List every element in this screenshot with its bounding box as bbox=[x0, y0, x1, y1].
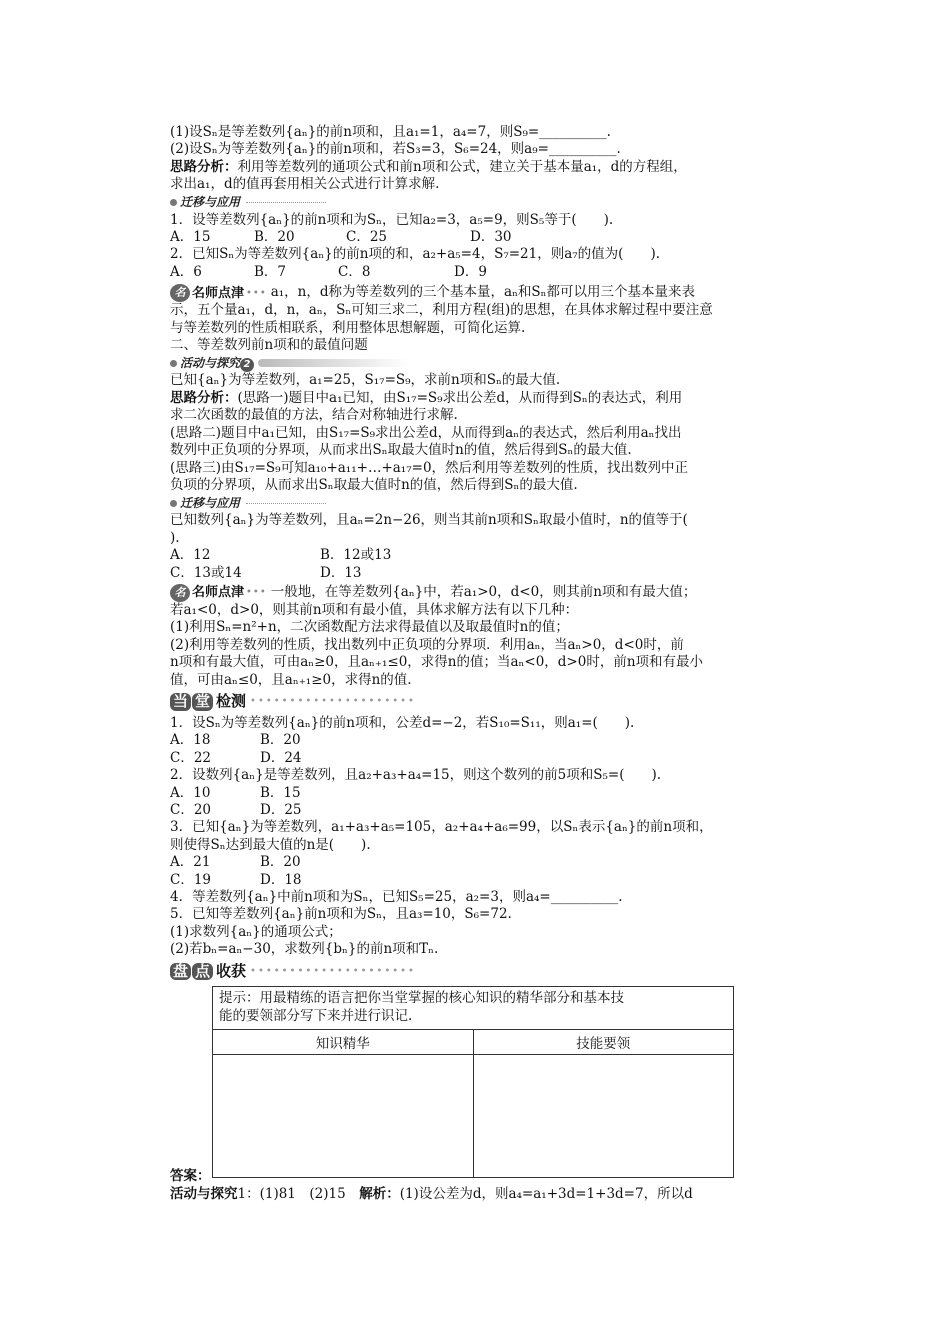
harvest-tip-cell bbox=[213, 987, 734, 1030]
option: A．18 bbox=[170, 732, 211, 749]
header-rule bbox=[258, 359, 408, 367]
check-q2-options-1 bbox=[170, 785, 820, 802]
example2-analysis-l2: 求二次函数的最值的方法，结合对称轴进行求解. bbox=[170, 407, 458, 424]
teacher-note-2-l3: (1)利用Sₙ=n²+n，二次函数配方法求得最值以及取最值时n的值； bbox=[170, 619, 569, 636]
dots-decoration: ••••••••••••••••••••• bbox=[250, 965, 416, 977]
example2-analysis-l4: 数列中正负项的分界项，从而求出Sₙ取最大值时n的值，然后得到Sₙ的最大值. bbox=[170, 442, 632, 459]
apply-header-text: 迁移与应用 bbox=[180, 194, 241, 209]
teacher-note-text: 一般地，在等差数列{aₙ}中，若a₁>0，d<0，则其前n项和有最大值； bbox=[270, 583, 697, 600]
teacher-badge bbox=[170, 284, 267, 302]
check-q5-2: (2)若bₙ=aₙ−30，求数列{bₙ}的前n项和Tₙ. bbox=[170, 941, 439, 958]
harvest-header bbox=[170, 961, 820, 983]
solution-label: 解析： bbox=[359, 1186, 400, 1202]
harvest-header-char: 点 bbox=[192, 963, 213, 980]
check-q3-cont: 则使得Sₙ达到最大值的n是( ). bbox=[170, 836, 371, 853]
option: D．24 bbox=[260, 749, 302, 766]
page-content bbox=[170, 124, 820, 985]
option: A．10 bbox=[170, 784, 211, 801]
teacher-note-1 bbox=[170, 284, 820, 302]
analysis-label: 思路分析： bbox=[170, 158, 238, 175]
apply1-q2-options bbox=[170, 264, 820, 281]
apply1-q1: 1．设等差数列{aₙ}的前n项和为Sₙ，已知a₂=3，a₅=9，则S₅等于( ). bbox=[170, 211, 614, 228]
teacher-note-text: a₁，n，d称为等差数列的三个基本量，aₙ和Sₙ都可以用三个基本量来表 bbox=[270, 284, 695, 301]
check-q3-options-2 bbox=[170, 872, 820, 889]
solution-text: (1)设公差为d，则a₄=a₁+3d=1+3d=7，所以d bbox=[399, 1186, 693, 1202]
teacher-badge bbox=[170, 584, 267, 602]
example2-question: 已知{aₙ}为等差数列，a₁=25，S₁₇=S₉，求前n项和Sₙ的最大值. bbox=[170, 372, 561, 389]
apply2-options-1 bbox=[170, 547, 820, 564]
option: B．20 bbox=[260, 854, 301, 871]
check-q1: 1．设Sₙ为等差数列{aₙ}的前n项和，公差d=−2，若S₁₀=S₁₁，则a₁=( ). bbox=[170, 714, 635, 731]
example1-q1: (1)设Sₙ是等差数列{aₙ}的前n项和，且a₁=1，a₄=7，则S₉=__________. bbox=[170, 124, 611, 140]
analysis-text: (思路一)题目中a₁已知，由S₁₇=S₉求出公差d，从而得到Sₙ的表达式，利用 bbox=[237, 389, 683, 406]
option: B．15 bbox=[260, 784, 301, 801]
header-rule bbox=[246, 202, 326, 203]
answer-label: 答案： bbox=[170, 1168, 211, 1184]
example1-analysis-cont: 求出a₁，d的值再套用相关公式进行计算求解. bbox=[170, 176, 440, 193]
answer-section bbox=[170, 1167, 820, 1203]
option: B．12或13 bbox=[320, 547, 392, 564]
check-q2-options-2 bbox=[170, 802, 820, 819]
option: D．30 bbox=[470, 229, 512, 246]
example2-analysis-l3: (思路二)题目中a₁已知，由S₁₇=S₉求出公差d，从而得到aₙ的表达式，然后利用aₙ找出 bbox=[170, 424, 682, 441]
option: A．21 bbox=[170, 854, 211, 871]
example1-q2: (2)设Sₙ为等差数列{aₙ}的前n项和，若S₃=3，S₆=24，则a₉=__________. bbox=[170, 141, 621, 158]
example1-analysis bbox=[170, 159, 820, 176]
teacher-note-2-l4: (2)利用等差数列的性质，找出数列中正负项的分界项．利用aₙ，当aₙ>0，d<0时，前 bbox=[170, 636, 684, 653]
analysis-label: 思路分析： bbox=[170, 389, 238, 406]
teacher-label: 名师点津 bbox=[192, 585, 245, 601]
bullet-icon bbox=[170, 199, 177, 206]
teacher-note-2-l5: n项和有最大值，可由aₙ≥0，且aₙ₊₁≤0，求得n的值；当aₙ<0，d>0时，前n项和有最小 bbox=[170, 654, 704, 671]
example2-analysis-l5: (思路三)由S₁₇=S₉可知a₁₀+a₁₁+…+a₁₇=0，然后利用等差数列的性质，找出数列中正 bbox=[170, 459, 689, 476]
apply2-options-2 bbox=[170, 565, 820, 582]
apply2-q: 已知数列{aₙ}为等差数列，且aₙ=2n−26，则当其前n项和Sₙ取最小值时，n的值等于( bbox=[170, 512, 688, 529]
option: D．13 bbox=[320, 564, 362, 581]
check-header bbox=[170, 691, 820, 713]
check-q1-options-1 bbox=[170, 732, 820, 749]
bullet-icon bbox=[170, 500, 177, 507]
apply1-q2: 2．已知Sₙ为等差数列{aₙ}的前n项的和，a₂+a₅=4，S₇=21，则a₇的值为( ). bbox=[170, 246, 661, 263]
check-q3: 3．已知{aₙ}为等差数列，a₁+a₃+a₅=105，a₂+a₄+a₆=99，以Sₙ表示{aₙ}的前n项和， bbox=[170, 819, 713, 836]
option: A．15 bbox=[170, 229, 211, 246]
option: B．20 bbox=[254, 229, 295, 246]
apply-header-text: 迁移与应用 bbox=[180, 495, 241, 510]
col-knowledge: 知识精华 bbox=[213, 1030, 474, 1055]
option: C．20 bbox=[170, 802, 212, 818]
explore-header-2 bbox=[170, 355, 820, 371]
skills-cell[interactable] bbox=[473, 1055, 734, 1178]
check-q3-options-1 bbox=[170, 854, 820, 871]
col-skills: 技能要领 bbox=[473, 1030, 734, 1055]
check-header-char: 堂 bbox=[192, 693, 213, 710]
option: D．18 bbox=[260, 871, 302, 888]
option: C．25 bbox=[346, 229, 388, 246]
option: B．20 bbox=[260, 732, 301, 749]
option: B．7 bbox=[254, 263, 287, 280]
header-rule bbox=[246, 503, 326, 504]
option: A．6 bbox=[170, 263, 202, 280]
option: C．8 bbox=[338, 263, 371, 280]
explore-header-text bbox=[180, 355, 254, 372]
harvest-table bbox=[212, 986, 734, 1178]
apply-header-2 bbox=[170, 495, 820, 511]
dots-decoration: ••• bbox=[246, 287, 267, 299]
bullet-icon bbox=[170, 360, 177, 367]
harvest-header-char: 盘 bbox=[170, 963, 191, 980]
check-q2: 2．设数列{aₙ}是等差数列，且a₂+a₃+a₄=15，则这个数列的前5项和S₅=( ). bbox=[170, 767, 662, 784]
teacher-note-1-l3: 与等差数列的性质相联系，利用整体思想解题，可简化运算. bbox=[170, 319, 526, 336]
explore-answer-label: 活动与探究 bbox=[170, 1186, 238, 1202]
teacher-note-2-l2: 若a₁<0，d>0，则其前n项和有最小值，具体求解方法有以下几种： bbox=[170, 601, 579, 618]
teacher-note-1-l2: 示，五个量a₁，d，n，aₙ，Sₙ可知三求二，利用方程(组)的思想，在具体求解过程中要注意 bbox=[170, 302, 713, 319]
harvest-header-text: 收获 bbox=[216, 961, 247, 980]
explore-label: 活动与探究 bbox=[180, 355, 241, 370]
section-2-title: 二、等差数列前n项和的最值问题 bbox=[170, 337, 368, 354]
check-header-text: 检测 bbox=[216, 692, 247, 711]
teacher-icon: 名 bbox=[170, 584, 190, 602]
analysis-text: 利用等差数列的通项公式和前n项和公式，建立关于基本量a₁，d的方程组， bbox=[237, 158, 687, 175]
option: C．22 bbox=[170, 749, 212, 766]
option: A．12 bbox=[170, 547, 211, 564]
apply1-q1-options bbox=[170, 229, 820, 246]
knowledge-cell[interactable] bbox=[213, 1055, 474, 1178]
option: C．19 bbox=[170, 871, 212, 888]
harvest-tip-l2: 能的要领部分写下来并进行识记. bbox=[219, 1008, 413, 1024]
check-q5-1: (1)求数列{aₙ}的通项公式； bbox=[170, 923, 342, 940]
teacher-note-2-l6: 值，可由aₙ≤0，且aₙ₊₁≥0，求得n的值. bbox=[170, 671, 412, 688]
harvest-tip-l1: 提示：用最精练的语言把你当堂掌握的核心知识的精华部分和基本技 bbox=[219, 990, 624, 1006]
example2-analysis-l6: 负项的分界项，从而求出Sₙ取最大值时n的值，然后得到Sₙ的最大值. bbox=[170, 476, 578, 493]
option: D．25 bbox=[260, 802, 302, 818]
dots-decoration: ••• bbox=[246, 587, 267, 599]
teacher-label: 名师点津 bbox=[192, 285, 245, 301]
answer-text: 1：(1)81 (2)15 bbox=[237, 1186, 360, 1202]
teacher-icon: 名 bbox=[170, 284, 190, 302]
check-header-char: 当 bbox=[170, 693, 191, 710]
teacher-note-2 bbox=[170, 584, 820, 602]
apply-header-1 bbox=[170, 195, 820, 211]
answer-line-1 bbox=[170, 1185, 820, 1203]
apply2-q-end: ). bbox=[170, 529, 180, 546]
check-q5: 5．已知等差数列{aₙ}前n项和为Sₙ，且a₃=10，S₆=72. bbox=[170, 906, 512, 923]
dots-decoration: ••••••••••••••••••••• bbox=[250, 696, 416, 708]
example2-analysis bbox=[170, 390, 820, 407]
check-q1-options-2 bbox=[170, 750, 820, 767]
check-q4: 4．等差数列{aₙ}中前n项和为Sₙ，已知S₅=25，a₂=3，则a₄=__________. bbox=[170, 889, 623, 906]
option: D．9 bbox=[454, 263, 487, 280]
explore-number: 2 bbox=[240, 358, 254, 372]
option: C．13或14 bbox=[170, 564, 242, 581]
